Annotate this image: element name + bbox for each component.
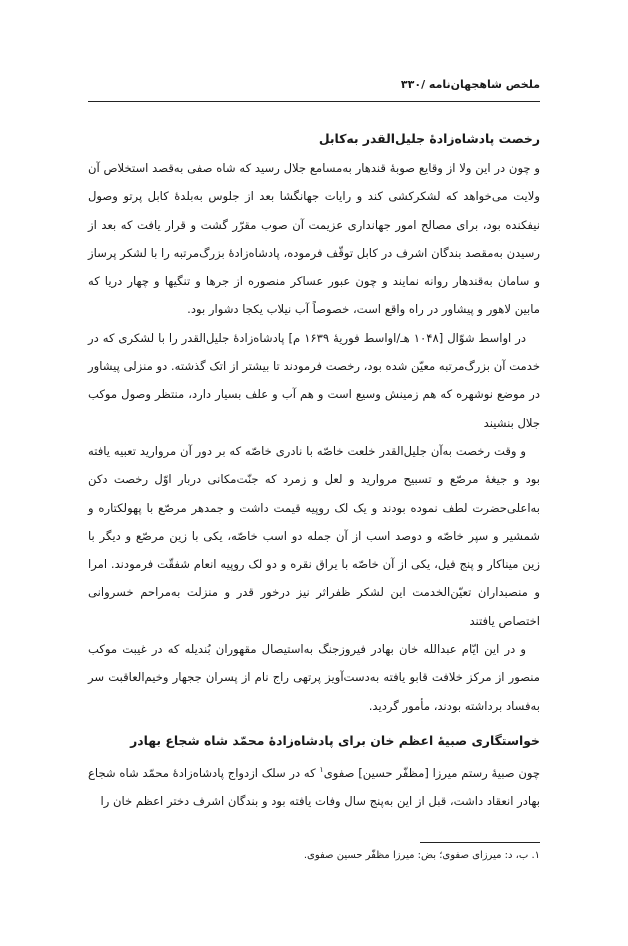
header-rule [88, 101, 540, 102]
paragraph [88, 756, 540, 815]
paragraph: و در این ایّام عبدالله خان بهادر فیروزجنگ به‌استیصال مقهوران بُندیله که در غیبت موکب منصور از مرکز خلافت قابو یافته به‌دست‌آویز پرتهی راج نام از پسران ججهار وخیم‌العاقبت سر به‌فساد برداشته بودند، مأمور گردید. [88, 642, 540, 713]
paragraph-text: چون صبیهٔ رستم میرزا [مظفّر حسین] صفوی [323, 765, 540, 780]
paragraph: و وقت رخصت به‌آن جلیل‌القدر خلعت خاصّه با نادری خاصّه که بر دور آن مروارید تعبیه یافته بود و جیغهٔ مرصّع و تسبیح مروارید و لعل و زمرد که جنّت‌مکانی دربار اوّل رخصت دکن به‌اعلی‌حضرت لطف نموده بودند و یک لک روپیه قیمت داشت و جمدهر مرصّع با پهولکتاره و شمشیر و سپر خاصّه و دوصد اسب از آن جمله دو اسب خاصّه، یکی با زین مرصّع و دیگر با زین میناکار و پنج فیل، یکی از آن خاصّه با یراق نقره و دو لک روپیه انعام شفقّت فرمودند. امرا و منصبداران تعیّن‌الخدمت این لشکر ظفراثر نیز درخور قدر و منزلت به‌مراحم خسروانی اختصاص یافتند [88, 443, 540, 628]
paragraph-text: که در سلک ازدواج پادشاه‌زادهٔ محمّد شاه شجاع بهادر انعقاد داشت، قبل از این به‌پنج سال وفات یافته بود و بندگان اشرف دختر اعظم خان را [88, 765, 540, 809]
footnote: ۱. ب، د: میرزای صفوی؛ بض: میرزا مظفّر حسین صفوی. [303, 850, 540, 861]
footnote-marker: ۱ [319, 764, 324, 774]
paragraph: در اواسط شوّال [۱۰۴۸ هـ/اواسط فوریهٔ ۱۶۳۹ م] پادشاه‌زادهٔ جلیل‌القدر را با لشکری که در خدمت آن بزرگ‌مرتبه معیّن شده بود، رخصت فرمودند تا بیشتر از اتک گذشته. دو منزلی پیشاور در موضع نوشهره که هم زمینش وسیع است و هم آب و علف بسیار دارد، منتظر وصول موکب جلال بنشیند [88, 330, 540, 430]
paragraph: و چون در این ولا از وقایع صوبهٔ قندهار به‌مسامع جلال رسید که شاه صفی به‌قصد استخلاص آن ولایت می‌خواهد که لشکرکشی کند و رایات جهانگشا بعد از جلوس به‌بلدهٔ کابل پرتو وصول نیفکنده بود، برای مصالح امور جهانداری عزیمت آن صوب مقرّر گشت و قرار یافت که بعد از رسیدن به‌مقصد بندگان اشرف در کابل توقّف فرموده، پادشاه‌زادهٔ بزرگ‌مرتبه را با لشکر پرساز و سامان به‌قندهار روانه نمایند و چون عبور عساکر منصوره از جرها و تنگیها و چهار دریا که مابین لاهور و پیشاور در راه واقع است، خصوصاً آب نیلاب یکجا دشوار بود. [88, 161, 540, 317]
page-body [88, 124, 540, 815]
section-heading: خواستگاری صبیهٔ اعظم خان برای پادشاه‌زادهٔ محمّد شاه شجاع بهادر [130, 732, 540, 748]
footnote-rule [420, 842, 540, 843]
running-head: ملخص شاهجهان‌نامه /۳۳۰ [400, 78, 540, 91]
section-heading: رخصت پادشاه‌زادهٔ جلیل‌القدر به‌کابل [318, 131, 540, 146]
